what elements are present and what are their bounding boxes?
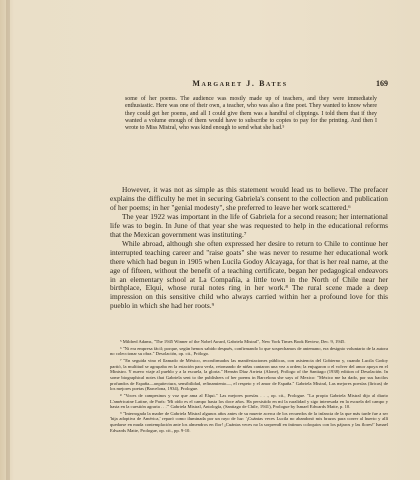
page-number: 169	[376, 79, 388, 88]
block-quote: some of her poems. The audience was mostly made up of teachers, and they were immediately enthusiastic. Here was one of their own, a teacher, who was also a fine poet. They wanted to know where they could get her poems, and all I could give them was a handful of clippings. I told them that if they wanted a volume enough of them would have to subscribe to copies to pay for the printing. And then I wrote to Miss Mistral, who was kind enough to send what she had.⁵	[125, 96, 377, 132]
footnote: ⁹ "Interrogada la madre de Gabriela Mistral algunos años antes de su muerte acerca de los recuerdos de la infancia de la que más tarde fue a ser 'hija adoptiva de América,' reparó como iluminada por un rayo de luz: '¡Cuántas veces Lucila no abandonó mis brazos para correr al huerto y allí quedarse en muda contemplación ante los almendros en flor! ¡Cuántas veces no la sorprendí en íntimos coloquios con los pájaros y las flores!' Ismael Edwards Matte, Prologue, op. cit., pp. 9-10.	[110, 410, 388, 433]
footnote: ⁶ "Ni era empresa fácil; porque, según hemos sabido después, confirmando lo que sospechamos de antemano, era designio voluntario de la autora no coleccionar su obra." Desolación, op. cit., Prólogo.	[110, 345, 388, 357]
footnote: ⁸ "Voces de campesinos y voz que ama al Elqui." Las mejores poesías . . ., op. cit., Prologue. "La propia Gabriela Mistral dijo al diario L'américaine Latine, de París: 'Mi oído es el campo hasta los doce años. Ha persistido en mí la ruralidad y sigo interesada en la escuela del campo y hasta en la cuestión agraria . . .'" Gabriela Mistral, Antología, (Santiago de Chile, 1941), Prologue by Ismael Edwards Matte, p. 10.	[110, 392, 388, 410]
footnotes	[110, 339, 388, 434]
paragraph: While abroad, although she often expressed her desire to return to Chile to continue her interrupted teaching career and "raise goats" she was never to resume her educational work there which had begun in 1905 when Lucila Godoy Alcayaga, for that is her real name, at the age of fifteen, without the benefit of a teaching certificate, began her pedagogical endeavors in an elementary school at La Compañía, a little town in the North of Chile near her birthplace, Elqui, whose rural notes ring in her work.⁸ The rural scene made a deep impression on this sensitive child who always carried within her a profound love for this pueblo in which she had her roots.⁹	[110, 238, 388, 311]
body-text	[110, 186, 388, 311]
running-head: Margaret J. Bates	[192, 79, 288, 88]
paragraph: However, it was not as simple as this statement would lead us to believe. The prefacer explains the difficulty he met in securing Gabriela's consent to the collection and publication of her poems; in her "genial modesty", she preferred to leave her work scattered.⁶	[110, 185, 388, 212]
paragraph: The year 1922 was important in the life of Gabriela for a second reason; her international life was to begin. In June of that year she was requested to help in the educational reforms that the Mexican government was instituting.⁷	[110, 211, 388, 239]
page-header	[0, 79, 420, 93]
footnote: ⁵ Mildred Adams, "The 1945 Winner of the Nobel Award, Gabriela Mistral", New York Times Book Review, Dec. 9, 1945.	[120, 339, 346, 344]
footnote: ⁷ "En seguida vino el llamado de México, reconfirmados las manifestaciones públicas, con asistencia del Gobierno y, cuando Lucila Godoy partió, la multitud se agrupaba en la estación para verla, retomando de niñas cantaron una vez a orden; la enjugaron o el volver del amor apoya en el Ministro. Y nuevo viaje al pueblo y a la escuela, la gloria." Hernán Díaz Arrieta (Alone), Prólogo of the Santiago (1938) edition of Desolación. In some biographical notes that Gabriela sent to the publishers of her poems in Barcelona she says of Mexico: "México me ha dado, por sus bacilos profundos de España—arquitectura, sensibilidad, refinamiento—, el respeto y el amor de España." Gabriela Mistral, Las mejores poesías (líricas) de los mejores poetas (Barcelona, 1934), Prologue.	[110, 358, 388, 392]
